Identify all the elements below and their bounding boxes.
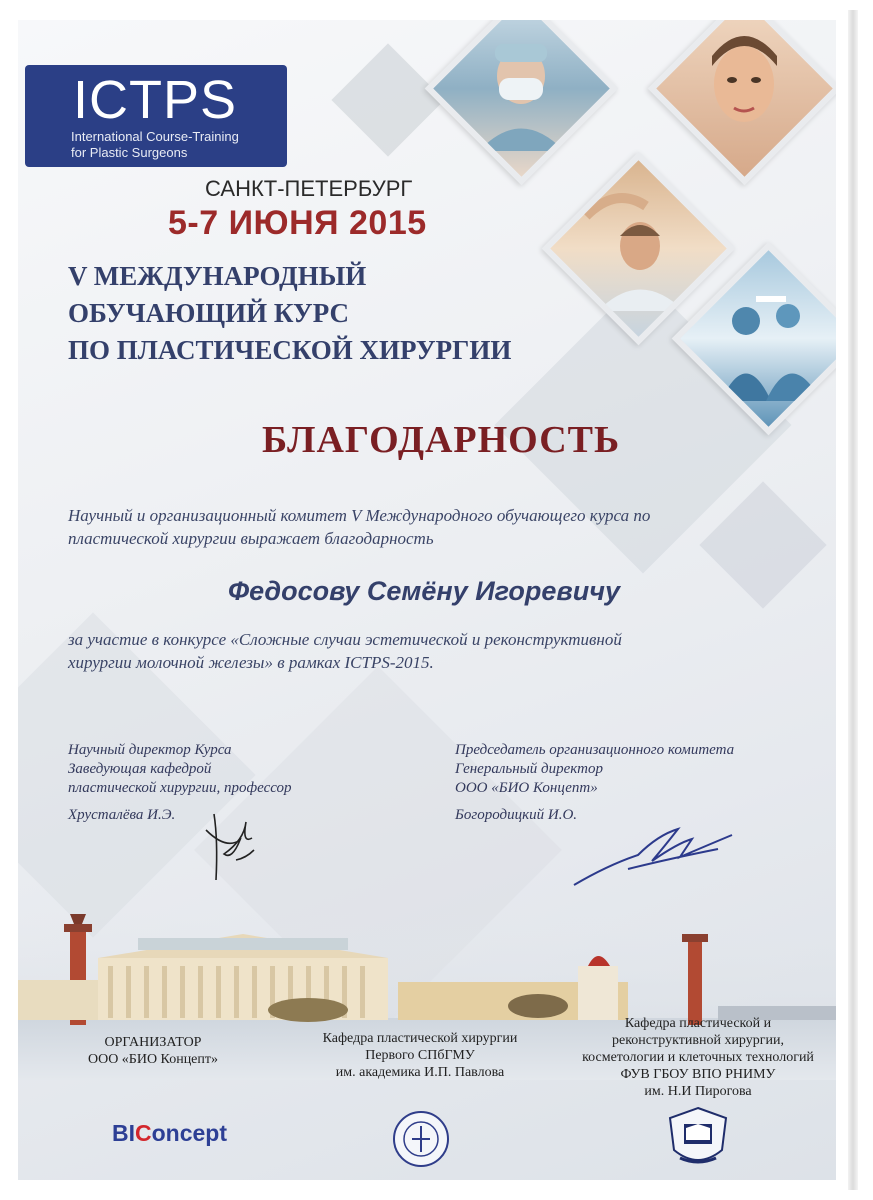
course-title-line: V МЕЖДУНАРОДНЫЙ <box>68 261 367 291</box>
bio-concept-logo <box>112 1120 227 1147</box>
signatory-left-line: Научный директор Курса <box>68 742 232 758</box>
signatory-right-line: ООО «БИО Концепт» <box>455 780 598 796</box>
university-shield-icon <box>666 1106 730 1172</box>
organizer-pavlov-department <box>290 1030 550 1081</box>
reason-line: за участие в конкурсе «Сложные случаи эстетической и реконструктивной <box>68 630 622 649</box>
logo-subtitle-line: for Plastic Surgeons <box>71 145 188 160</box>
signature-icon <box>196 810 266 885</box>
signature-icon <box>568 815 738 895</box>
decor-diamond <box>331 43 444 156</box>
course-title <box>68 258 628 369</box>
photo-surgeon-mask <box>425 20 619 185</box>
organizer-line: им. академика И.П. Павлова <box>335 1065 505 1080</box>
logo-subtitle-line: International Course-Training <box>71 129 239 144</box>
logo-title: ICTPS <box>73 70 238 130</box>
certificate-sheet <box>18 20 836 1180</box>
organizer-line: ООО «БИО Концепт» <box>87 1052 219 1067</box>
university-seal-icon <box>392 1110 450 1168</box>
photo-woman-face <box>648 20 836 185</box>
organizer-line: косметологии и клеточных технологий <box>582 1050 814 1065</box>
organizer-line: Кафедра пластической хирургии <box>322 1031 518 1046</box>
organizer-line: Первого СПбГМУ <box>365 1048 475 1063</box>
logo-subtitle <box>71 129 281 161</box>
bio-logo-part: C <box>135 1120 152 1146</box>
signatory-left-line: пластической хирургии, профессор <box>68 780 292 796</box>
intro-text <box>68 504 788 550</box>
organizer-line: ФУВ ГБОУ ВПО РНИМУ <box>620 1067 776 1082</box>
event-city: САНКТ-ПЕТЕРБУРГ <box>205 176 413 201</box>
organizer-line: им. Н.И Пирогова <box>644 1084 752 1099</box>
reason-text <box>68 628 788 674</box>
intro-line: пластической хирургии выражает благодарность <box>68 529 434 548</box>
organizer-line: ОРГАНИЗАТОР <box>104 1035 202 1050</box>
reason-line: хирургии молочной железы» в рамках ICTPS-2015. <box>68 653 434 672</box>
signatory-right-line: Председатель организационного комитета <box>455 742 735 758</box>
organizer-line: Кафедра пластической и <box>624 1016 772 1031</box>
organizer-line: реконструктивной хирургии, <box>612 1033 784 1048</box>
paper-edge <box>848 10 858 1190</box>
signatory-left-line: Заведующая кафедрой <box>68 761 212 777</box>
course-title-line: ПО ПЛАСТИЧЕСКОЙ ХИРУРГИИ <box>68 335 512 365</box>
bio-logo-part: BI <box>112 1120 135 1146</box>
ictps-logo <box>25 65 287 167</box>
certificate-heading: БЛАГОДАРНОСТЬ <box>262 419 621 461</box>
intro-line: Научный и организационный комитет V Международного обучающего курса по <box>68 506 651 525</box>
signatory-right-line: Генеральный директор <box>455 761 603 777</box>
bio-logo-part: oncept <box>151 1120 228 1146</box>
event-dates: 5-7 ИЮНЯ 2015 <box>168 204 427 242</box>
signatory-right <box>455 741 734 825</box>
organizer-pirogov-department <box>558 1015 836 1100</box>
course-title-line: ОБУЧАЮЩИЙ КУРС <box>68 298 350 328</box>
recipient-name: Федосову Семёну Игоревичу <box>228 576 620 606</box>
signatory-right-name: Богородицкий И.О. <box>455 807 578 823</box>
organizer-bio-concept <box>68 1034 238 1068</box>
signatory-left-name: Хрусталёва И.Э. <box>68 807 176 823</box>
